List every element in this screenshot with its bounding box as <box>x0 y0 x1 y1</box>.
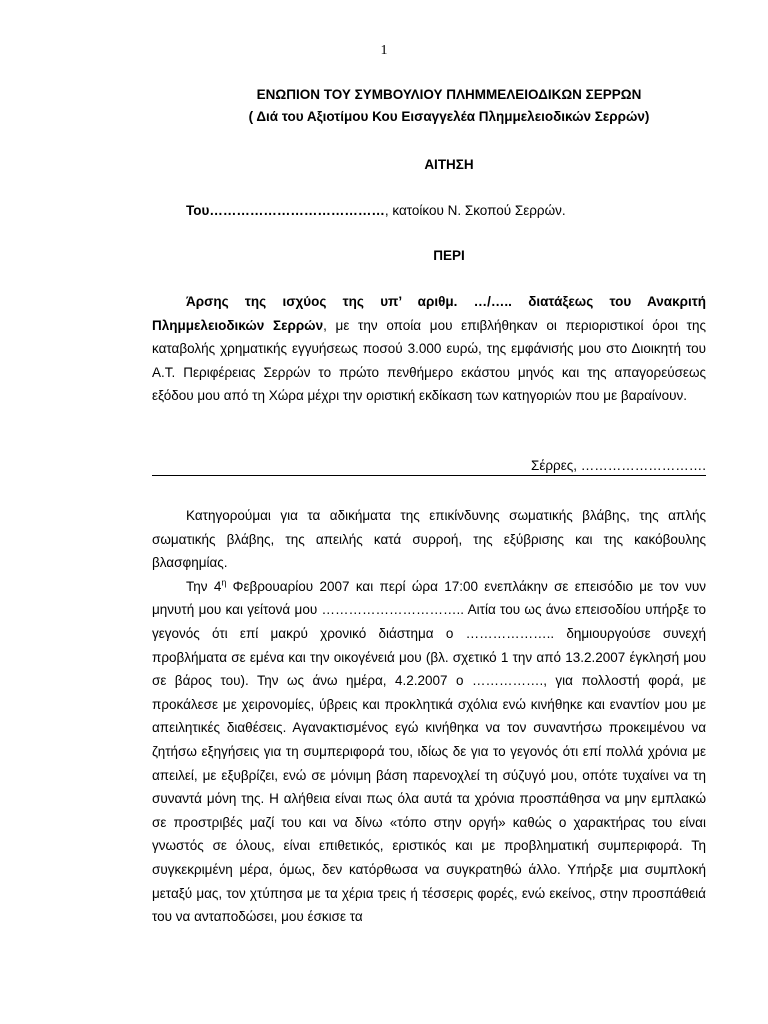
applicant-label: Του………………………………… <box>186 203 385 218</box>
subject-paragraph <box>152 290 706 408</box>
applicant-line <box>186 203 566 218</box>
place-date-line: Σέρρες, ………………………. <box>531 458 706 473</box>
document-type-heading: ΑΙΤΗΣΗ <box>424 157 474 172</box>
subject-bold-text: Άρσης της ισχύος της υπ’ αριθμ. …/….. διατάξεως του Ανακριτή Πλημμελειοδικών Σερρών <box>152 294 706 333</box>
incident-paragraph <box>152 575 706 929</box>
incident-text: Φεβρουαρίου 2007 και περί ώρα 17:00 ενεπλάκην σε επεισόδιο με τον νυν μηνυτή μου και γείτονά μου ………………………….. Αιτία του ως άνω επεισοδίου υπήρξε το γεγονός ότι επί μακρύ χρονικό διάστημα ο ……………….. δημιουργούσε συνεχή προβλήματα σε εμένα και την οικογένειά μου (βλ. σχετικό 1 την από 13.2.2007 έγκλησή μου σε βάρος του). Την ως άνω ημέρα, 4.2.2007 ο ……………., για πολλοστή φορά, με προκάλεσε με χειρονομίες, ύβρεις και προκλητικά σχόλια ενώ κινήθηκε και εναντίον μου με απειλητικές διαθέσεις. Αγανακτισμένος εγώ κινήθηκα να τον συναντήσω προκειμένου να ζητήσω εξηγήσεις για τη συμπεριφορά του, ιδίως δε για το γεγονός ότι επί πολλά χρόνια με απειλεί, με εξυβρίζει, ενώ σε μόνιμη βάση παρενοχλεί τη σύζυγό μου, οπότε τυχαίνει να τη συναντά μόνη της. Η αλήθεια είναι πως όλα αυτά τα χρόνια προσπάθησα να μην εμπλακώ σε προστριβές μαζί του και να δίνω «τόπο στην οργή» καθώς ο χαρακτήρας του είναι γνωστός σε όλους, είναι επιθετικός, εριστικός και με προβληματική συμπεριφορά. Τη συγκεκριμένη μέρα, όμως, δεν κατόρθωσα να συγκρατηθώ άλλο. Υπήρξε μια συμπλοκή μεταξύ μας, τον χτύπησα με τα χέρια τρεις ή τέσσερις φορές, ενώ εκείνος, στην προσπάθειά του να ανταποδώσει, μου έσκισε τα <box>152 578 706 925</box>
court-heading: ΕΝΩΠΙΟΝ ΤΟΥ ΣΥΜΒΟΥΛΙΟΥ ΠΛΗΜΜΕΛΕΙΟΔΙΚΩΝ ΣΕΡΡΩΝ <box>256 87 642 102</box>
separator-rule <box>152 475 706 476</box>
narrative-body <box>152 504 706 929</box>
applicant-residence: , κατοίκου Ν. Σκοπού Σερρών. <box>384 203 566 218</box>
subject-text: , με την οποία μου επιβλήθηκαν οι περιοριστικοί όροι της καταβολής χρηματικής εγγυήσεως ποσού 3.000 ευρώ, της εμφάνισής μου στο Διοικητή του Α.Τ. Περιφέρειας Σερρών το πρώτο πενθήμερο εκάστου μηνός και της απαγορεύσεως εξόδου μου από τη Χώρα μέχρι την οριστική εκδίκαση των κατηγοριών που με βαραίνουν. <box>152 317 706 404</box>
incident-date-start: Την 4 <box>186 578 222 594</box>
charges-paragraph: Κατηγορούμαι για τα αδικήματα της επικίνδυνης σωματικής βλάβης, της απλής σωματικής βλάβης, της απειλής κατά συρροή, της εξύβρισης και της κακόβουλης βλασφημίας. <box>152 508 706 571</box>
page-number: 1 <box>380 43 388 58</box>
via-prosecutor-heading: ( Διά του Αξιοτίμου Κου Εισαγγελέα Πλημμελειοδικών Σερρών) <box>248 109 650 124</box>
subject-heading: ΠΕΡΙ <box>433 248 465 263</box>
ordinal-superscript: η <box>221 577 227 588</box>
